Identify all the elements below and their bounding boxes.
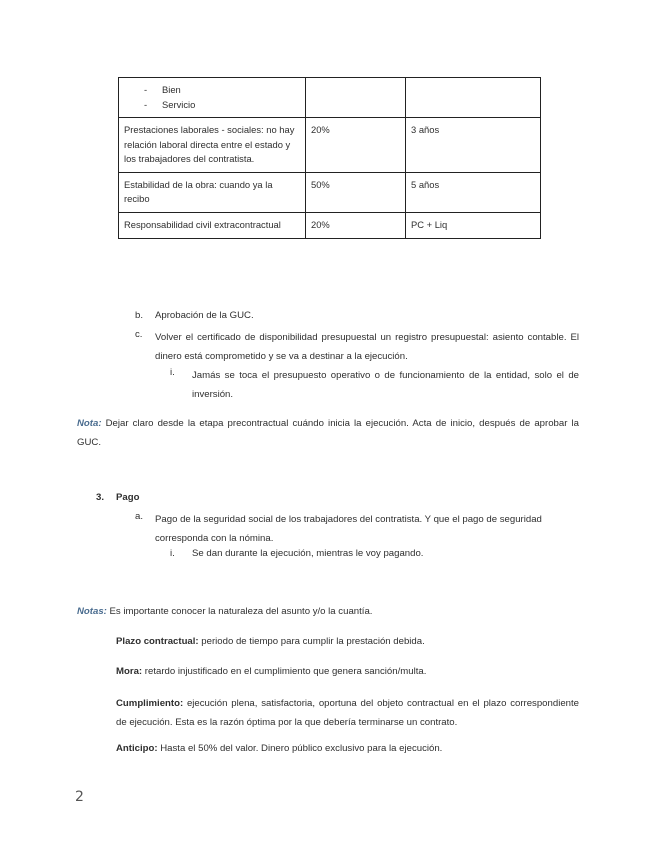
list-marker: a. xyxy=(135,511,144,522)
definition-term: Plazo contractual: xyxy=(116,636,199,647)
definition-anticipo xyxy=(116,742,579,757)
list-marker: c. xyxy=(135,329,143,340)
definition-text: periodo de tiempo para cumplir la prestación debida. xyxy=(198,636,425,647)
definition-mora xyxy=(116,665,579,680)
table-row xyxy=(119,118,541,173)
notes-label: Notas: xyxy=(77,606,107,617)
requirements-table xyxy=(118,77,541,239)
list-item-text: Servicio xyxy=(162,98,196,110)
notes-paragraph xyxy=(77,605,579,620)
dash-list xyxy=(124,83,300,112)
list-item-text: Bien xyxy=(162,84,181,95)
list-item-a: Pago de la seguridad social de los trabajadores del contratista. Y que el pago de seguridad corresponda con la nómina. xyxy=(155,514,542,544)
list-item-c-i: Jamás se toca el presupuesto operativo o de funcionamiento de la entidad, solo el de inversión. xyxy=(192,370,579,400)
list-item-b: Aprobación de la GUC. xyxy=(155,310,254,321)
list-item-a-i: Se dan durante la ejecución, mientras le voy pagando. xyxy=(192,548,424,559)
list-item: - Servicio xyxy=(144,98,196,110)
list-marker: i. xyxy=(170,548,175,559)
definition-term: Mora: xyxy=(116,666,143,677)
table-cell: Responsabilidad civil extracontractual xyxy=(119,213,306,239)
note-paragraph xyxy=(77,414,579,452)
list-item: - Bien xyxy=(144,84,181,95)
section-number: 3. xyxy=(96,492,105,503)
table-cell: Estabilidad de la obra: cuando ya la recibo xyxy=(119,172,306,212)
section-heading: Pago xyxy=(116,492,140,503)
table-cell xyxy=(306,78,406,118)
table-cell: 5 años xyxy=(406,172,541,212)
definition-text: Hasta el 50% del valor. Dinero público exclusivo para la ejecución. xyxy=(157,743,443,754)
table-cell: 20% xyxy=(306,118,406,173)
definition-plazo xyxy=(116,635,579,650)
table-cell: Prestaciones laborales - sociales: no hay relación laboral directa entre el estado y los trabajadores del contratista. xyxy=(119,118,306,173)
table-cell xyxy=(406,78,541,118)
list-item-c: Volver el certificado de disponibilidad presupuestal un registro presupuestal: asiento contable. El dinero está comprometido y se va a destinar a la ejecución. xyxy=(155,332,579,362)
table-row xyxy=(119,172,541,212)
definition-text: retardo injustificado en el cumplimiento que genera sanción/multa. xyxy=(142,666,427,677)
table-cell: 20% xyxy=(306,213,406,239)
list-marker: b. xyxy=(135,310,144,321)
table-row xyxy=(119,78,541,118)
note-text: Dejar claro desde la etapa precontractual cuándo inicia la ejecución. Acta de inicio, después de aprobar la GUC. xyxy=(77,418,579,448)
table-cell xyxy=(119,78,306,118)
definition-text: ejecución plena, satisfactoria, oportuna del objeto contractual en el plazo correspondiente de ejecución. Esta es la razón óptima por la que debería terminarse un contrato. xyxy=(116,698,579,728)
definition-cumplimiento xyxy=(116,694,579,732)
table-cell: PC + Liq xyxy=(406,213,541,239)
note-label: Nota: xyxy=(77,418,102,429)
definition-term: Cumplimiento: xyxy=(116,698,184,709)
page-number: 2 xyxy=(75,789,85,805)
table-row xyxy=(119,213,541,239)
list-marker: i. xyxy=(170,367,175,378)
table-cell: 3 años xyxy=(406,118,541,173)
notes-text: Es importante conocer la naturaleza del asunto y/o la cuantía. xyxy=(106,606,373,617)
table-cell: 50% xyxy=(306,172,406,212)
definition-term: Anticipo: xyxy=(116,743,158,754)
